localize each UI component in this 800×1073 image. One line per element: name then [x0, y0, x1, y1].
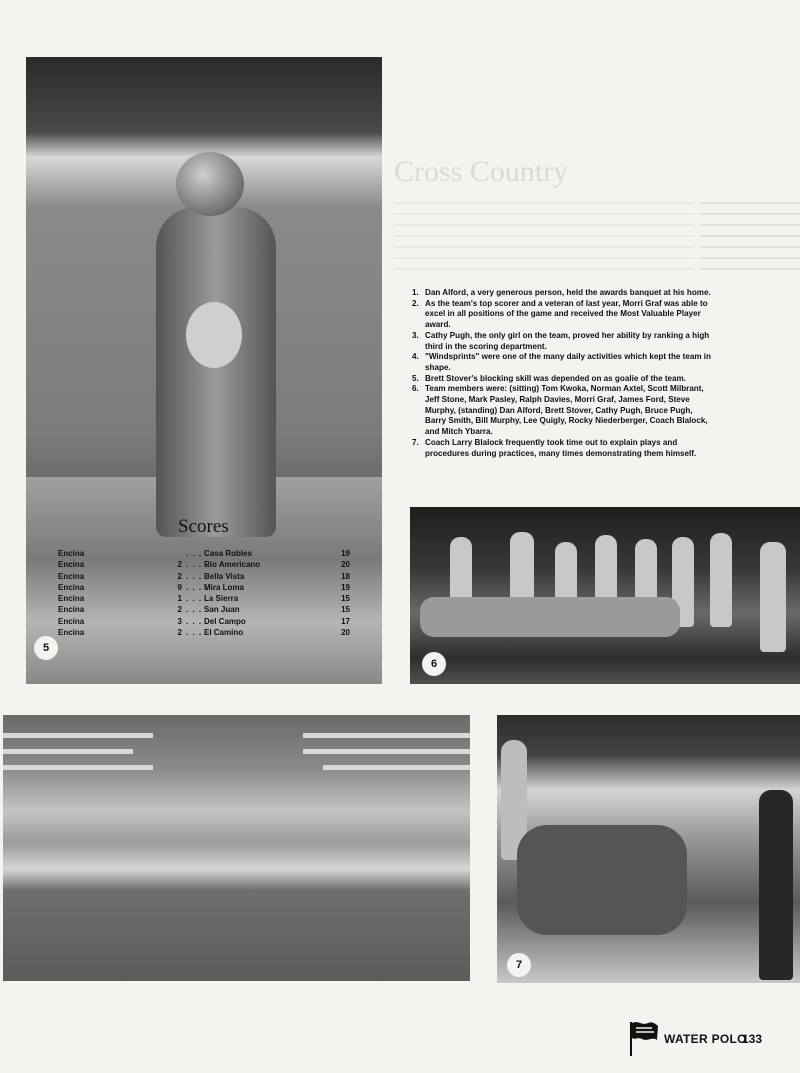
score-dots: . . . .	[186, 549, 209, 558]
faded-background-text	[700, 202, 800, 279]
photo-captions	[412, 288, 712, 459]
caption-number: 6.	[412, 384, 419, 394]
caption-number: 7.	[412, 437, 419, 447]
caption-number: 1.	[412, 288, 419, 297]
score-opponent: San Juan	[204, 605, 240, 615]
score-dots: . . . .	[186, 560, 209, 570]
score-encina: 3	[177, 616, 182, 626]
score-opponent: Bella Vista	[204, 571, 245, 581]
page-number: 133	[742, 1032, 763, 1046]
score-encina: 9	[177, 582, 182, 592]
team-member	[710, 533, 732, 627]
score-team: Encina	[58, 571, 85, 581]
caption-text: Cathy Pugh, the only girl on the team, proved her ability by ranking a high third in the scoring department.	[425, 330, 710, 351]
bleacher-bench	[3, 765, 153, 770]
scores-table	[58, 548, 350, 638]
score-dots: . . . .	[186, 616, 209, 626]
score-row	[58, 616, 350, 627]
photo-coach-poolside	[497, 715, 800, 983]
caption-text: Dan Alford, a very generous person, held the awards banquet at his home.	[425, 288, 711, 297]
score-opponent-points: 20	[341, 628, 350, 638]
score-opponent: Casa Robles	[204, 549, 253, 558]
caption-text: As the team's top scorer and a veteran of last year, Morri Graf was able to excel in all positions of the game and received the Most Valuable Player award.	[425, 298, 708, 330]
score-team: Encina	[58, 594, 85, 604]
score-team: Encina	[58, 616, 85, 626]
score-dots: . . . .	[186, 582, 209, 592]
caption-number: 5.	[412, 373, 419, 383]
score-row	[58, 548, 350, 559]
score-opponent: La Sierra	[204, 594, 239, 604]
score-row	[58, 593, 350, 604]
score-opponent: Rio Americano	[204, 560, 261, 570]
score-opponent-points: 19	[341, 549, 350, 558]
photo-number-5: 5	[34, 636, 58, 660]
faded-background-title: Cross Country	[394, 155, 569, 188]
seated-team	[517, 825, 687, 935]
caption-item	[412, 331, 712, 352]
caption-item	[412, 299, 712, 331]
photo-number-7: 7	[507, 953, 531, 977]
score-opponent-points: 15	[341, 594, 350, 604]
score-encina: 2	[177, 571, 182, 581]
score-opponent: Mira Loma	[204, 582, 245, 592]
photo-team	[410, 507, 800, 684]
score-encina: 1	[177, 594, 182, 604]
caption-number: 4.	[412, 352, 419, 362]
score-opponent: Del Campo	[204, 616, 246, 626]
score-row	[58, 559, 350, 570]
score-dots: . . . .	[186, 605, 209, 615]
score-opponent-points: 15	[341, 605, 350, 615]
score-dots: . . . .	[186, 628, 209, 638]
caption-text: Coach Larry Blalock frequently took time out to explain plays and procedures during practices, many times demonstrating them himself.	[425, 437, 697, 458]
caption-item	[412, 384, 712, 438]
score-encina: 2	[177, 628, 182, 638]
caption-item	[412, 374, 712, 385]
bleacher-bench	[323, 765, 470, 770]
score-opponent-points: 18	[341, 571, 350, 581]
caption-text: Brett Stover's blocking skill was depended on as goalie of the team.	[425, 373, 686, 383]
score-opponent: El Camino	[204, 628, 244, 638]
score-dots: . . . .	[186, 594, 209, 604]
caption-number: 3.	[412, 330, 419, 340]
player-cap	[186, 302, 242, 368]
caption-item	[412, 288, 712, 299]
score-team: Encina	[58, 628, 85, 638]
section-label: WATER POLO	[664, 1032, 747, 1046]
score-dots: . . . .	[186, 571, 209, 581]
score-row	[58, 604, 350, 615]
seated-row	[420, 597, 680, 637]
bleacher-bench	[3, 749, 133, 754]
score-opponent-points: 19	[341, 582, 350, 592]
score-encina: 2	[177, 560, 182, 570]
caption-text: Team members were: (sitting) Tom Kwoka, Norman Axtel, Scott Milbrant, Jeff Stone, Mark Pasley, Ralph Davies, Morri Graf, James Ford, Steve Murphy, (standing) Dan Alford, Brett Stover, Cathy Pugh, Bruce Pugh, Barry Smith, Bill Murphy, Lee Quigly, Rocky Niederberger, Coach Blalock, and Mitch Ybarra.	[425, 384, 708, 437]
team-member	[760, 542, 786, 652]
bleacher-bench	[303, 749, 470, 754]
caption-text: "Windsprints" were one of the many daily activities which kept the team in shape.	[425, 352, 712, 372]
caption-number: 2.	[412, 298, 419, 308]
score-team: Encina	[58, 605, 85, 615]
score-opponent-points: 17	[341, 616, 350, 626]
score-team: Encina	[58, 582, 85, 592]
player-figure	[156, 207, 276, 537]
score-row	[58, 571, 350, 582]
caption-item	[412, 438, 712, 459]
score-row	[58, 582, 350, 593]
coach-figure	[759, 790, 793, 980]
score-opponent-points: 20	[341, 560, 350, 570]
flag-logo-icon	[628, 1018, 660, 1058]
faded-background-text-left	[394, 202, 694, 279]
score-team: Encina	[58, 549, 85, 558]
score-encina: 2	[177, 605, 182, 615]
caption-item	[412, 352, 712, 373]
score-row	[58, 627, 350, 638]
score-team: Encina	[58, 560, 85, 570]
bleacher-bench	[3, 733, 153, 738]
bleacher-bench	[303, 733, 470, 738]
photo-number-6: 6	[422, 652, 446, 676]
water-polo-ball	[176, 152, 244, 216]
scores-title: Scores	[178, 516, 229, 537]
photo-pool-practice	[3, 715, 470, 981]
